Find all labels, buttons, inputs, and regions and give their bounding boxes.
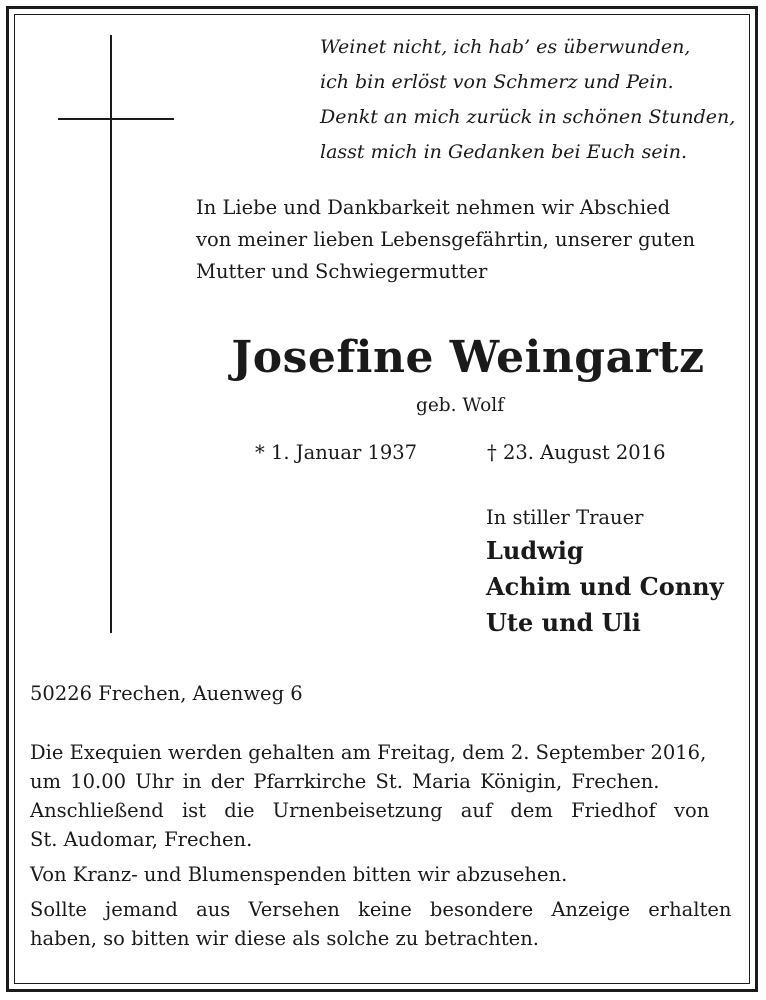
service-line: haben, so bitten wir diese als solche zu betrachten. [30, 927, 539, 950]
mourners-block [486, 503, 746, 641]
mourner-name: Ute und Uli [486, 608, 641, 637]
mourner-name: Achim und Conny [486, 572, 724, 601]
service-paragraph: Von Kranz- und Blumenspenden bitten wir abzusehen. [30, 863, 568, 886]
service-paragraph [30, 895, 739, 953]
service-line: Anschließend ist die Urnenbeisetzung auf dem Friedhof von [30, 799, 710, 822]
address: 50226 Frechen, Auenweg 6 [30, 682, 303, 705]
service-line: um 10.00 Uhr in der Pfarrkirche St. Maria Königin, Frechen. [30, 770, 660, 793]
service-paragraph [30, 738, 739, 854]
poem-line: Denkt an mich zurück in schönen Stunden, [320, 106, 736, 128]
poem [320, 30, 740, 170]
mourners-label: In stiller Trauer [486, 506, 644, 529]
mourner-name: Ludwig [486, 536, 584, 565]
cross-icon-vertical [110, 35, 112, 633]
deceased-name: Josefine Weingartz [231, 332, 705, 383]
poem-line: lasst mich in Gedanken bei Euch sein. [320, 141, 688, 163]
intro-line: von meiner lieben Lebensgefährtin, unserer guten [196, 228, 696, 251]
birth-date: * 1. Januar 1937 [255, 441, 418, 464]
intro-line: Mutter und Schwiegermutter [196, 260, 488, 283]
poem-line: ich bin erlöst von Schmerz und Pein. [320, 71, 674, 93]
intro-text [196, 192, 740, 288]
poem-line: Weinet nicht, ich hab’ es überwunden, [320, 36, 691, 58]
service-info [30, 738, 739, 959]
service-line: St. Audomar, Frechen. [30, 828, 253, 851]
cross-icon-horizontal [58, 118, 174, 120]
intro-line: In Liebe und Dankbarkeit nehmen wir Abschied [196, 196, 671, 219]
death-date: † 23. August 2016 [487, 441, 666, 464]
maiden-name: geb. Wolf [416, 395, 505, 416]
service-line: Sollte jemand aus Versehen keine besondere Anzeige erhalten [30, 898, 732, 921]
service-line: Die Exequien werden gehalten am Freitag, dem 2. September 2016, [30, 741, 707, 764]
